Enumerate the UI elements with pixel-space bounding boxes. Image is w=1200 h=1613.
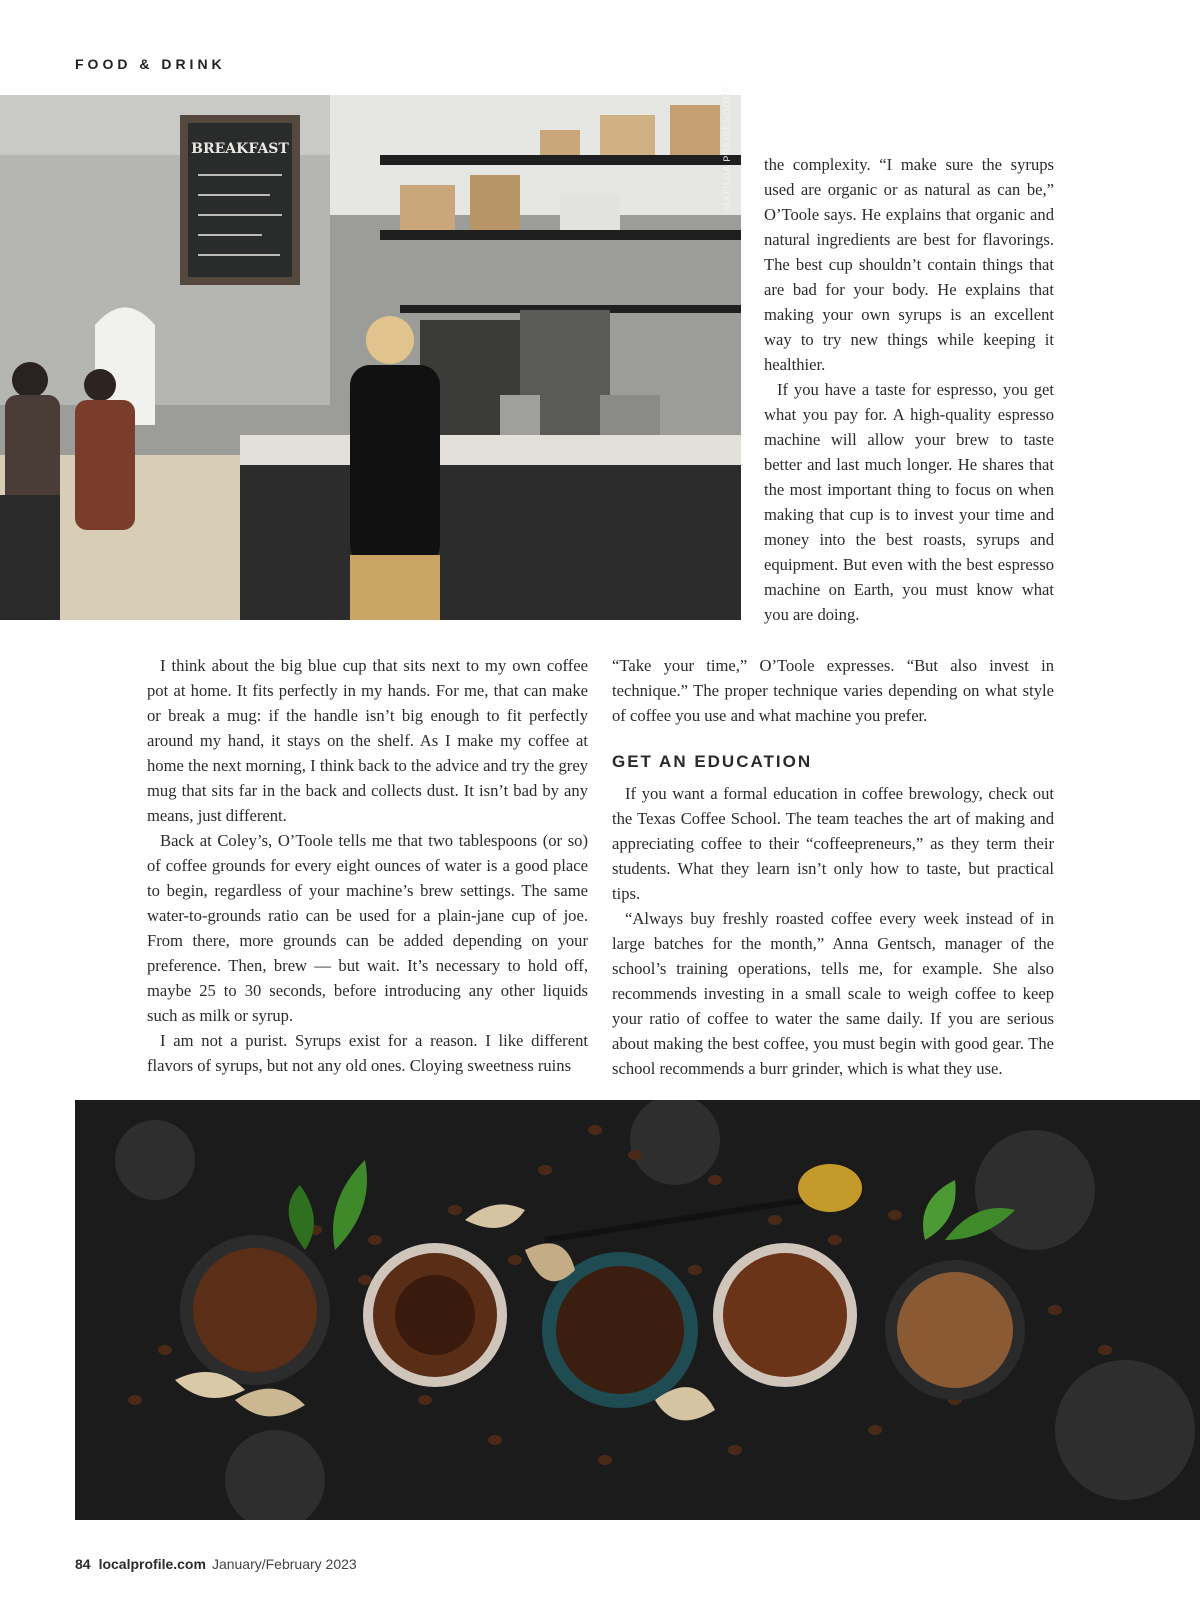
paragraph: “Take your time,” O’Toole expresses. “But also invest in technique.” The proper technique varies depending on what style of coffee you use and what machine you prefer. [612,656,1054,725]
paragraph: the complexity. “I make sure the syrups used are organic or as natural as can be,” O’Toole says. He explains that organic and natural ingredients are best for flavorings. The best cup shouldn’t contain things that are bad for your body. He explains that making your own syrups is an excellent way to try new things while keeping it healthier. [764,155,1054,374]
paragraph: I think about the big blue cup that sits next to my own coffee pot at home. It fits perfectly in my hands. For me, that can make or break a mug: if the handle isn’t big enough to fit perfectly around my hand, it stays on the shelf. As I make my coffee at home the next morning, I think back to the advice and try the grey mug that sits far in the back and collects dust. It isn’t bad by any means, just different. [147,656,588,825]
page-footer [75,1556,357,1572]
article-column-left [147,653,588,1078]
site-name: localprofile.com [98,1556,206,1572]
photo-credit: MATILDA PREISENDORF [722,85,732,210]
coffee-shop-illustration [0,85,741,620]
section-label: FOOD & DRINK [75,56,226,72]
chalkboard-text: BREAKFAST [191,141,289,157]
coffee-shop-photo [0,85,741,620]
subheading: GET AN EDUCATION [612,752,813,771]
paragraph: Back at Coley’s, O’Toole tells me that two tablespoons (or so) of coffee grounds for every eight ounces of water is a good place to begin, regardless of your machine’s brew settings. The same water-to-grounds ratio can be used for a plain-jane cup of joe. From there, more grounds can be added depending on your preference. Then, brew — but wait. It’s necessary to hold off, maybe 25 to 30 seconds, before introducing any other liquids such as milk or syrup. [147,831,588,1025]
paragraph: If you want a formal education in coffee brewology, check out the Texas Coffee School. The team teaches the art of making and appreciating coffee to their “coffeepreneurs,” as they term their students. What they learn isn’t only how to taste, but practical tips. [612,784,1054,903]
page-number: 84 [75,1556,91,1572]
paragraph: If you have a taste for espresso, you get what you pay for. A high-quality espresso machine will allow your brew to taste better and last much longer. He shares that the most important thing to focus on when making that cup is to invest your time and money into the best roasts, syrups and equipment. But even with the best espresso machine on Earth, you must know what you are doing. [764,380,1054,624]
coffee-cups-photo [75,1100,1200,1520]
article-column-right-bottom [612,653,1054,1081]
issue-date: January/February 2023 [211,1556,357,1572]
paragraph: I am not a purist. Syrups exist for a reason. I like different flavors of syrups, but not any old ones. Cloying sweetness ruins [147,1031,588,1075]
coffee-cups-illustration [75,1100,1200,1520]
paragraph: “Always buy freshly roasted coffee every week instead of in large batches for the month,” Anna Gentsch, manager of the school’s training operations, tells me, for example. She also recommends investing in a small scale to weigh coffee to keep your ratio of coffee to water the same daily. If you are serious about making the best coffee, you must begin with good gear. The school recommends a burr grinder, which is what they use. [612,909,1054,1078]
article-column-right-top [764,152,1054,627]
